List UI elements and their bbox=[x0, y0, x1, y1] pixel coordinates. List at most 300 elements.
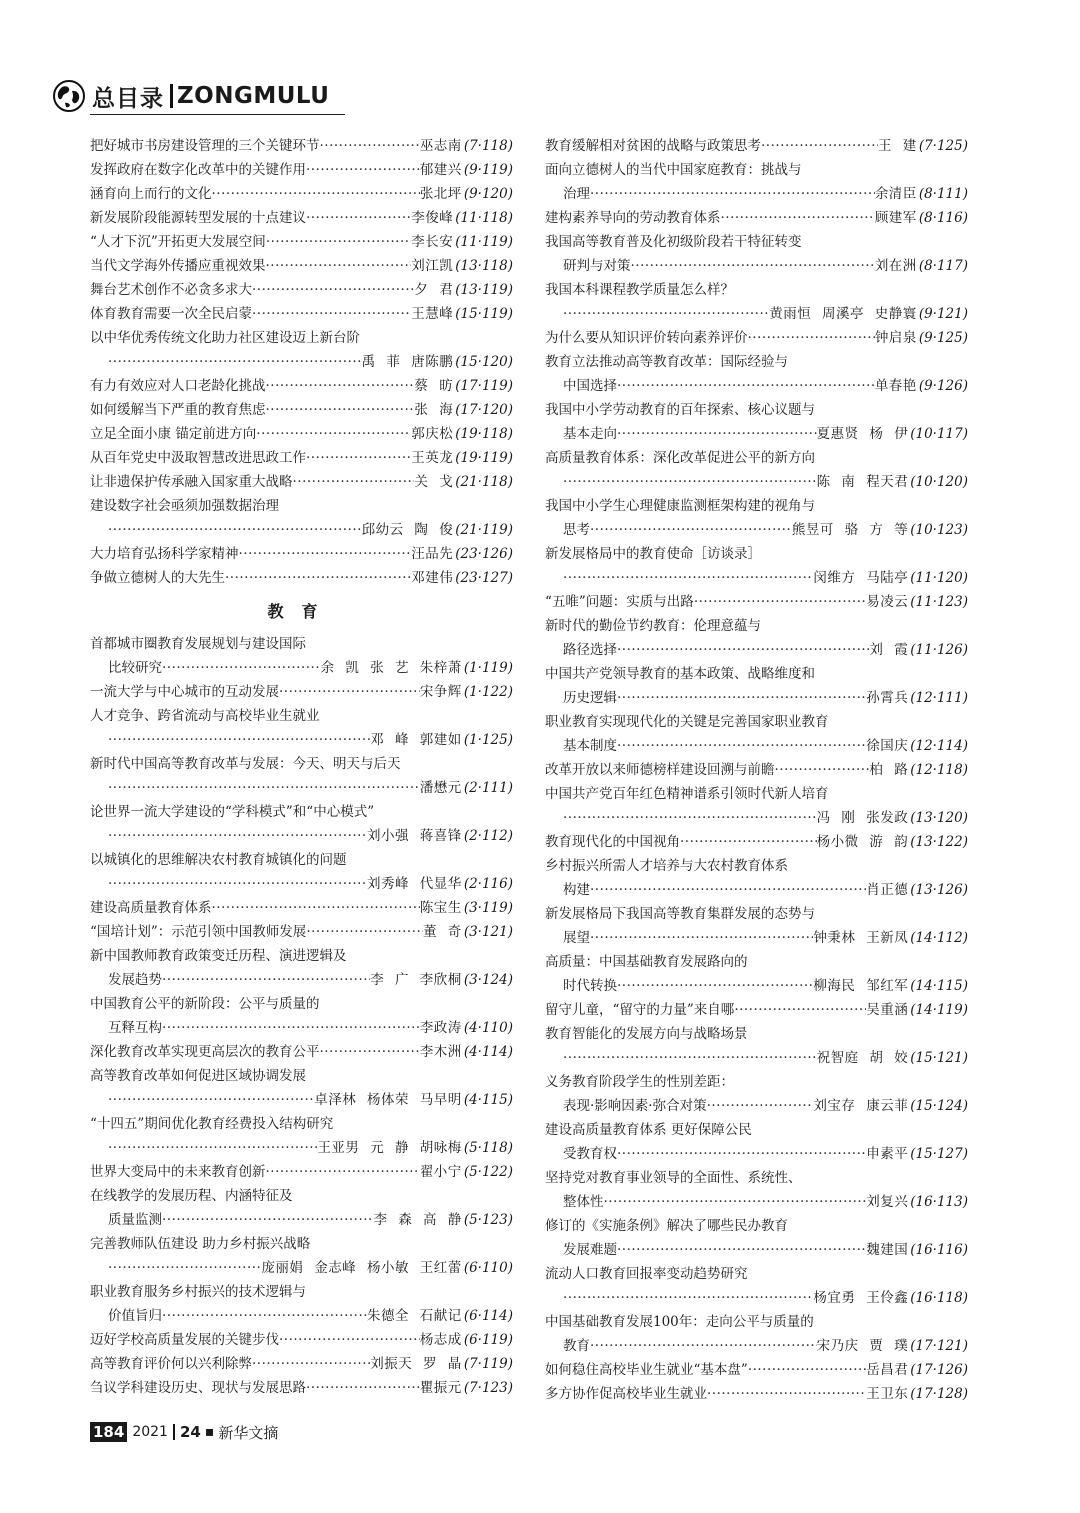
entry-page-ref: (5·123) bbox=[463, 1212, 513, 1228]
entry-page-ref: (8·111) bbox=[918, 186, 968, 202]
entry-title: 义务教育阶段学生的性别差距： bbox=[545, 1074, 734, 1090]
toc-entry bbox=[545, 302, 968, 326]
toc-entry bbox=[90, 158, 513, 182]
toc-entry bbox=[545, 950, 968, 974]
toc-entry bbox=[545, 854, 968, 878]
toc-entry bbox=[90, 728, 513, 752]
toc-entry bbox=[90, 824, 513, 848]
leader-dots bbox=[734, 998, 866, 1022]
entry-page-ref: (15·121) bbox=[910, 1050, 968, 1066]
footer-year: 2021 bbox=[132, 1424, 168, 1440]
entry-title: 时代转换 bbox=[563, 978, 617, 994]
entry-title: 治理 bbox=[563, 186, 590, 202]
entry-title: 整体性 bbox=[563, 1194, 604, 1210]
entry-author: 王慧峰 bbox=[411, 306, 454, 322]
toc-entry bbox=[90, 1376, 513, 1400]
entry-title: 高等教育评价何以兴利除弊 bbox=[90, 1356, 252, 1372]
toc-entry bbox=[90, 302, 513, 326]
entry-page-ref: (9·125) bbox=[918, 330, 968, 346]
entry-title: 思考 bbox=[563, 522, 590, 538]
leader-dots bbox=[617, 974, 813, 998]
header-underline bbox=[90, 114, 345, 115]
leader-dots bbox=[162, 1208, 373, 1232]
toc-entry bbox=[90, 1016, 513, 1040]
toc-entry bbox=[90, 230, 513, 254]
leader-dots bbox=[108, 824, 367, 848]
entry-page-ref: (13·126) bbox=[910, 882, 968, 898]
entry-author: 刘振天 罗 晶 bbox=[370, 1356, 462, 1372]
entry-page-ref: (17·121) bbox=[910, 1338, 968, 1354]
footer-issue: 24 bbox=[179, 1423, 201, 1441]
leader-dots bbox=[617, 734, 866, 758]
entry-page-ref: (1·125) bbox=[463, 732, 513, 748]
entry-author: 李 森 高 静 bbox=[373, 1212, 462, 1228]
leader-dots bbox=[590, 518, 792, 542]
entry-title: 首都城市圈教育发展规划与建设国际 bbox=[90, 636, 306, 652]
toc-entry bbox=[545, 1382, 968, 1406]
toc-entry bbox=[545, 494, 968, 518]
entry-title: 改革开放以来师德榜样建设回溯与前瞻 bbox=[545, 762, 775, 778]
entry-author: 庞丽娟 金志峰 杨小敏 王红蕾 bbox=[261, 1260, 462, 1276]
toc-entry bbox=[545, 326, 968, 350]
entry-title: 教育立法推动高等教育改革：国际经验与 bbox=[545, 354, 788, 370]
entry-title: 完善教师队伍建设 助力乡村振兴战略 bbox=[90, 1236, 311, 1252]
toc-section-education-continued bbox=[545, 134, 968, 1406]
leader-dots bbox=[252, 1352, 370, 1376]
leader-dots bbox=[162, 968, 370, 992]
toc-entry bbox=[90, 1352, 513, 1376]
entry-title: 新中国教师教育政策变迁历程、演进逻辑及 bbox=[90, 948, 347, 964]
entry-author: 李木洲 bbox=[419, 1044, 462, 1060]
entry-title: 当代文学海外传播应重视效果 bbox=[90, 258, 266, 274]
toc-entry bbox=[545, 1142, 968, 1166]
entry-title: 有力有效应对人口老龄化挑战 bbox=[90, 378, 266, 394]
entry-title: 发展难题 bbox=[563, 1242, 617, 1258]
toc-entry bbox=[545, 422, 968, 446]
entry-title: 论世界一流大学建设的“学科模式”和“中心模式” bbox=[90, 804, 375, 820]
entry-page-ref: (14·119) bbox=[910, 1002, 968, 1018]
leader-dots bbox=[212, 182, 420, 206]
toc-entry bbox=[90, 776, 513, 800]
entry-page-ref: (19·118) bbox=[455, 426, 513, 442]
entry-author: 夏惠贤 杨 伊 bbox=[816, 426, 909, 442]
entry-title: 比较研究 bbox=[108, 660, 162, 676]
entry-author: 钟秉林 王新凤 bbox=[813, 930, 909, 946]
entry-author: 冯 刚 张发政 bbox=[816, 810, 909, 826]
toc-entry bbox=[545, 1214, 968, 1238]
toc-entry bbox=[90, 656, 513, 680]
entry-title: 路径选择 bbox=[563, 642, 617, 658]
leader-dots bbox=[707, 1382, 866, 1406]
toc-entry bbox=[90, 752, 513, 776]
leader-dots bbox=[306, 158, 420, 182]
leader-dots bbox=[680, 830, 817, 854]
footer-dot: ▪ bbox=[204, 1424, 215, 1440]
leader-dots bbox=[320, 134, 420, 158]
entry-page-ref: (23·126) bbox=[455, 546, 513, 562]
entry-author: 王英龙 bbox=[411, 450, 454, 466]
entry-title: 深化教育改革实现更高层次的教育公平 bbox=[90, 1044, 320, 1060]
entry-author: 王卫东 bbox=[866, 1386, 909, 1402]
page-footer bbox=[90, 1421, 278, 1443]
toc-entry bbox=[90, 1064, 513, 1088]
toc-entry bbox=[90, 1208, 513, 1232]
entry-author: 吴重涵 bbox=[866, 1002, 909, 1018]
entry-author: 郁建兴 bbox=[419, 162, 462, 178]
section-title-education: 教育 bbox=[267, 602, 336, 621]
entry-page-ref: (3·121) bbox=[463, 924, 513, 940]
entry-page-ref: (7·125) bbox=[918, 138, 968, 154]
entry-author: 李长安 bbox=[411, 234, 454, 250]
entry-author: 李俊峰 bbox=[411, 210, 454, 226]
toc-entry bbox=[545, 542, 968, 566]
entry-author: 刘秀峰 代显华 bbox=[367, 876, 462, 892]
toc-entry bbox=[545, 398, 968, 422]
leader-dots bbox=[707, 1094, 814, 1118]
entry-title: 互释互构 bbox=[108, 1020, 162, 1036]
entry-title: 教育现代化的中国视角 bbox=[545, 834, 680, 850]
entry-page-ref: (11·123) bbox=[910, 594, 968, 610]
toc-entry bbox=[90, 920, 513, 944]
toc-entry bbox=[90, 326, 513, 350]
leader-dots bbox=[279, 680, 420, 704]
toc-entry bbox=[90, 1088, 513, 1112]
entry-title: 体育教育需要一次全民启蒙 bbox=[90, 306, 252, 322]
entry-author: 陈宝生 bbox=[419, 900, 462, 916]
toc-entry bbox=[545, 206, 968, 230]
entry-title: 为什么要从知识评价转向素养评价 bbox=[545, 330, 748, 346]
leader-dots bbox=[279, 1328, 420, 1352]
entry-title: 一流大学与中心城市的互动发展 bbox=[90, 684, 279, 700]
toc-entry bbox=[90, 182, 513, 206]
entry-author: 郭庆松 bbox=[411, 426, 454, 442]
entry-title: 把好城市书房建设管理的三个关键环节 bbox=[90, 138, 320, 154]
toc-entry bbox=[545, 182, 968, 206]
entry-title: 构建 bbox=[563, 882, 590, 898]
entry-page-ref: (16·116) bbox=[910, 1242, 968, 1258]
toc-entry bbox=[545, 710, 968, 734]
toc-entry bbox=[90, 872, 513, 896]
entry-author: 宋争辉 bbox=[419, 684, 462, 700]
entry-page-ref: (14·115) bbox=[910, 978, 968, 994]
entry-author: 潘懋元 bbox=[419, 780, 462, 796]
entry-title: 教育缓解相对贫困的战略与政策思考 bbox=[545, 138, 761, 154]
entry-title: 建构素养导向的劳动教育体系 bbox=[545, 210, 721, 226]
toc-entry bbox=[545, 518, 968, 542]
entry-page-ref: (23·127) bbox=[455, 570, 513, 586]
leader-dots bbox=[266, 230, 411, 254]
toc-entry bbox=[90, 1160, 513, 1184]
entry-title: 职业教育实现现代化的关键是完善国家职业教育 bbox=[545, 714, 829, 730]
entry-title: 教育智能化的发展方向与战略场景 bbox=[545, 1026, 748, 1042]
entry-author: 朱德全 石献记 bbox=[367, 1308, 462, 1324]
toc-entry bbox=[545, 974, 968, 998]
toc-entry bbox=[90, 968, 513, 992]
toc-entry bbox=[90, 1280, 513, 1304]
entry-author: 李 广 李欣桐 bbox=[370, 972, 462, 988]
toc-entry bbox=[90, 1136, 513, 1160]
entry-page-ref: (7·118) bbox=[463, 138, 513, 154]
entry-title: 我国中小学生心理健康监测框架构建的视角与 bbox=[545, 498, 815, 514]
leader-dots bbox=[617, 638, 869, 662]
entry-page-ref: (12·111) bbox=[910, 690, 968, 706]
leader-dots bbox=[108, 728, 370, 752]
toc-entry bbox=[545, 254, 968, 278]
entry-title: 发展趋势 bbox=[108, 972, 162, 988]
leader-dots bbox=[306, 920, 423, 944]
leader-dots bbox=[306, 206, 411, 230]
entry-page-ref: (12·114) bbox=[910, 738, 968, 754]
toc-entry bbox=[545, 470, 968, 494]
entry-author: 刘 霞 bbox=[869, 642, 909, 658]
entry-title: 修订的《实施条例》解决了哪些民办教育 bbox=[545, 1218, 788, 1234]
entry-author: 杨志成 bbox=[419, 1332, 462, 1348]
entry-page-ref: (5·122) bbox=[463, 1164, 513, 1180]
toc-entry bbox=[545, 902, 968, 926]
entry-page-ref: (2·112) bbox=[463, 828, 513, 844]
leader-dots bbox=[590, 926, 813, 950]
entry-page-ref: (2·116) bbox=[463, 876, 513, 892]
leader-dots bbox=[590, 1334, 817, 1358]
entry-title: 新发展格局中的教育使命［访谈录］ bbox=[545, 546, 761, 562]
entry-page-ref: (9·126) bbox=[918, 378, 968, 394]
entry-title: 基本走向 bbox=[563, 426, 617, 442]
entry-author: 祝智庭 胡 姣 bbox=[816, 1050, 909, 1066]
entry-page-ref: (13·119) bbox=[455, 282, 513, 298]
leader-dots bbox=[694, 590, 866, 614]
toc-entry bbox=[90, 944, 513, 968]
entry-page-ref: (15·127) bbox=[910, 1146, 968, 1162]
toc-entry bbox=[90, 848, 513, 872]
leader-dots bbox=[320, 1040, 420, 1064]
entry-page-ref: (21·119) bbox=[455, 522, 513, 538]
entry-title: 展望 bbox=[563, 930, 590, 946]
entry-page-ref: (21·118) bbox=[455, 474, 513, 490]
entry-author: 蔡 昉 bbox=[414, 378, 454, 394]
leader-dots bbox=[162, 656, 321, 680]
entry-page-ref: (2·111) bbox=[463, 780, 513, 796]
entry-title: 人才竞争、跨省流动与高校毕业生就业 bbox=[90, 708, 320, 724]
toc-entry bbox=[90, 1112, 513, 1136]
footer-divider bbox=[173, 1424, 175, 1440]
leader-dots bbox=[108, 1136, 317, 1160]
entry-page-ref: (3·124) bbox=[463, 972, 513, 988]
entry-page-ref: (7·123) bbox=[463, 1380, 513, 1396]
header-divider bbox=[170, 84, 173, 108]
page-header bbox=[52, 76, 329, 116]
entry-page-ref: (12·118) bbox=[910, 762, 968, 778]
toc-entry bbox=[90, 1256, 513, 1280]
entry-title: “国培计划”：示范引领中国教师发展 bbox=[90, 924, 307, 940]
entry-page-ref: (1·119) bbox=[463, 660, 513, 676]
leader-dots bbox=[108, 776, 420, 800]
leader-dots bbox=[293, 470, 415, 494]
entry-page-ref: (11·126) bbox=[910, 642, 968, 658]
entry-page-ref: (4·114) bbox=[463, 1044, 513, 1060]
entry-title: 基本制度 bbox=[563, 738, 617, 754]
entry-author: 徐国庆 bbox=[866, 738, 909, 754]
footer-magazine: 新华文摘 bbox=[218, 1423, 279, 1442]
entry-title: 流动人口教育回报率变动趋势研究 bbox=[545, 1266, 748, 1282]
toc-entry bbox=[545, 1166, 968, 1190]
entry-author: 陈 南 程天君 bbox=[816, 474, 909, 490]
entry-author: 柳海民 邹红军 bbox=[813, 978, 909, 994]
toc-entry bbox=[545, 686, 968, 710]
toc-entry bbox=[90, 542, 513, 566]
entry-page-ref: (10·117) bbox=[910, 426, 968, 442]
leader-dots bbox=[252, 278, 414, 302]
entry-page-ref: (17·120) bbox=[455, 402, 513, 418]
entry-title: 价值旨归 bbox=[108, 1308, 162, 1324]
entry-title: 受教育权 bbox=[563, 1146, 617, 1162]
leader-dots bbox=[266, 1160, 420, 1184]
leader-dots bbox=[775, 758, 870, 782]
toc-entry bbox=[90, 470, 513, 494]
entry-title: 高质量：中国基础教育发展路向的 bbox=[545, 954, 748, 970]
entry-page-ref: (11·120) bbox=[910, 570, 968, 586]
toc-entry bbox=[545, 662, 968, 686]
toc-section-education bbox=[90, 632, 513, 1400]
entry-author: 熊昱可 骆 方 等 bbox=[791, 522, 909, 538]
entry-page-ref: (1·122) bbox=[463, 684, 513, 700]
leader-dots bbox=[563, 470, 817, 494]
entry-title: 我国本科课程教学质量怎么样？ bbox=[545, 282, 734, 298]
entry-author: 王亚男 元 静 胡咏梅 bbox=[317, 1140, 462, 1156]
entry-page-ref: (6·119) bbox=[463, 1332, 513, 1348]
toc-entry bbox=[90, 680, 513, 704]
entry-author: 巫志南 bbox=[419, 138, 462, 154]
entry-page-ref: (13·120) bbox=[910, 810, 968, 826]
toc-entry bbox=[545, 1334, 968, 1358]
entry-title: 以中华优秀传统文化助力社区建设迈上新台阶 bbox=[90, 330, 360, 346]
entry-title: 如何稳住高校毕业生就业“基本盘” bbox=[545, 1362, 748, 1378]
toc-entry bbox=[545, 1262, 968, 1286]
entry-author: 张北坪 bbox=[419, 186, 462, 202]
entry-author: 顾建军 bbox=[874, 210, 917, 226]
entry-title: 中国共产党百年红色精神谱系引领时代新人培育 bbox=[545, 786, 829, 802]
entry-title: 职业教育服务乡村振兴的技术逻辑与 bbox=[90, 1284, 306, 1300]
entry-title: 我国高等教育普及化初级阶段若干特征转变 bbox=[545, 234, 802, 250]
toc-entry bbox=[90, 278, 513, 302]
entry-title: 在线教学的发展历程、内涵特征及 bbox=[90, 1188, 293, 1204]
entry-author: 邱幼云 陶 俊 bbox=[361, 522, 454, 538]
entry-title: 争做立德树人的大先生 bbox=[90, 570, 225, 586]
leader-dots bbox=[266, 374, 415, 398]
entry-title: 建设数字社会亟须加强数据治理 bbox=[90, 498, 279, 514]
entry-title: 中国共产党领导教育的基本政策、战略维度和 bbox=[545, 666, 815, 682]
entry-author: 易凌云 bbox=[866, 594, 909, 610]
entry-title: 高等教育改革如何促进区域协调发展 bbox=[90, 1068, 306, 1084]
header-title-cn: 总目录 bbox=[92, 85, 164, 112]
leader-dots bbox=[162, 1304, 367, 1328]
entry-author: 孙霄兵 bbox=[866, 690, 909, 706]
leader-dots bbox=[306, 446, 411, 470]
entry-title: 中国教育公平的新阶段：公平与质量的 bbox=[90, 996, 320, 1012]
leader-dots bbox=[108, 1088, 314, 1112]
entry-page-ref: (4·115) bbox=[463, 1092, 513, 1108]
leader-dots bbox=[590, 878, 866, 902]
toc-entry bbox=[90, 566, 513, 590]
toc-entry bbox=[90, 422, 513, 446]
entry-page-ref: (16·113) bbox=[910, 1194, 968, 1210]
entry-author: 魏建国 bbox=[866, 1242, 909, 1258]
entry-author: 刘宝存 康云菲 bbox=[813, 1098, 909, 1114]
entry-author: 闵维方 马陆亭 bbox=[813, 570, 909, 586]
entry-author: 邓 峰 郭建如 bbox=[370, 732, 462, 748]
leader-dots bbox=[162, 1016, 420, 1040]
entry-title: 建设高质量教育体系 更好保障公民 bbox=[545, 1122, 752, 1138]
toc-entry bbox=[90, 632, 513, 656]
toc-entry bbox=[90, 1304, 513, 1328]
entry-title: 我国中小学劳动教育的百年探索、核心议题与 bbox=[545, 402, 815, 418]
entry-author: 汪品先 bbox=[411, 546, 454, 562]
entry-title: 大力培育弘扬科学家精神 bbox=[90, 546, 239, 562]
toc-entry bbox=[545, 1310, 968, 1334]
toc-entry bbox=[545, 1238, 968, 1262]
toc-entry bbox=[90, 446, 513, 470]
leader-dots bbox=[617, 422, 817, 446]
entry-author: 余 凯 张 艺 朱梓萧 bbox=[320, 660, 462, 676]
entry-title: 舞台艺术创作不必贪多求大 bbox=[90, 282, 252, 298]
toc-entry bbox=[545, 374, 968, 398]
entry-author: 卓泽林 杨体荣 马早明 bbox=[314, 1092, 462, 1108]
toc-entry bbox=[545, 1118, 968, 1142]
leader-dots bbox=[617, 374, 875, 398]
toc-entry bbox=[90, 398, 513, 422]
toc-entry bbox=[545, 446, 968, 470]
entry-page-ref: (11·118) bbox=[455, 210, 513, 226]
toc-entry bbox=[90, 1232, 513, 1256]
toc-entry bbox=[545, 134, 968, 158]
leader-dots bbox=[108, 1256, 261, 1280]
entry-author: 夕 君 bbox=[414, 282, 454, 298]
entry-author: 岳昌君 bbox=[866, 1362, 909, 1378]
toc-entry bbox=[545, 998, 968, 1022]
toc-entry bbox=[545, 1046, 968, 1070]
leader-dots bbox=[590, 182, 875, 206]
entry-page-ref: (7·119) bbox=[463, 1356, 513, 1372]
toc-entry bbox=[545, 566, 968, 590]
leader-dots bbox=[617, 686, 866, 710]
toc-entry bbox=[545, 590, 968, 614]
entry-author: 刘小强 蒋喜锋 bbox=[367, 828, 462, 844]
entry-page-ref: (14·112) bbox=[910, 930, 968, 946]
entry-title: 立足全面小康 锚定前进方向 bbox=[90, 426, 257, 442]
entry-title: 中国基础教育发展100年：走向公平与质量的 bbox=[545, 1314, 814, 1330]
toc-entry bbox=[545, 158, 968, 182]
entry-page-ref: (6·110) bbox=[463, 1260, 513, 1276]
entry-author: 刘在洲 bbox=[874, 258, 917, 274]
entry-title: 面向立德树人的当代中国家庭教育：挑战与 bbox=[545, 162, 802, 178]
entry-author: 李政涛 bbox=[419, 1020, 462, 1036]
leader-dots bbox=[748, 1358, 866, 1382]
entry-title: 世界大变局中的未来教育创新 bbox=[90, 1164, 266, 1180]
toc-entry bbox=[90, 800, 513, 824]
entry-title: 涵育向上而行的文化 bbox=[90, 186, 212, 202]
entry-author: 王 建 bbox=[878, 138, 917, 154]
entry-author: 禹 菲 唐陈鹏 bbox=[361, 354, 454, 370]
toc-entry bbox=[545, 1358, 968, 1382]
toc-entry bbox=[90, 350, 513, 374]
entry-title: 表现·影响因素·弥合对策 bbox=[563, 1098, 707, 1114]
entry-page-ref: (9·121) bbox=[918, 306, 968, 322]
toc-entry bbox=[545, 614, 968, 638]
entry-author: 黄雨恒 周溪亭 史静寰 bbox=[769, 306, 917, 322]
leader-dots bbox=[212, 896, 420, 920]
entry-author: 余清臣 bbox=[874, 186, 917, 202]
entry-author: 杨宜勇 王伶鑫 bbox=[813, 1290, 909, 1306]
leader-dots bbox=[617, 1238, 866, 1262]
